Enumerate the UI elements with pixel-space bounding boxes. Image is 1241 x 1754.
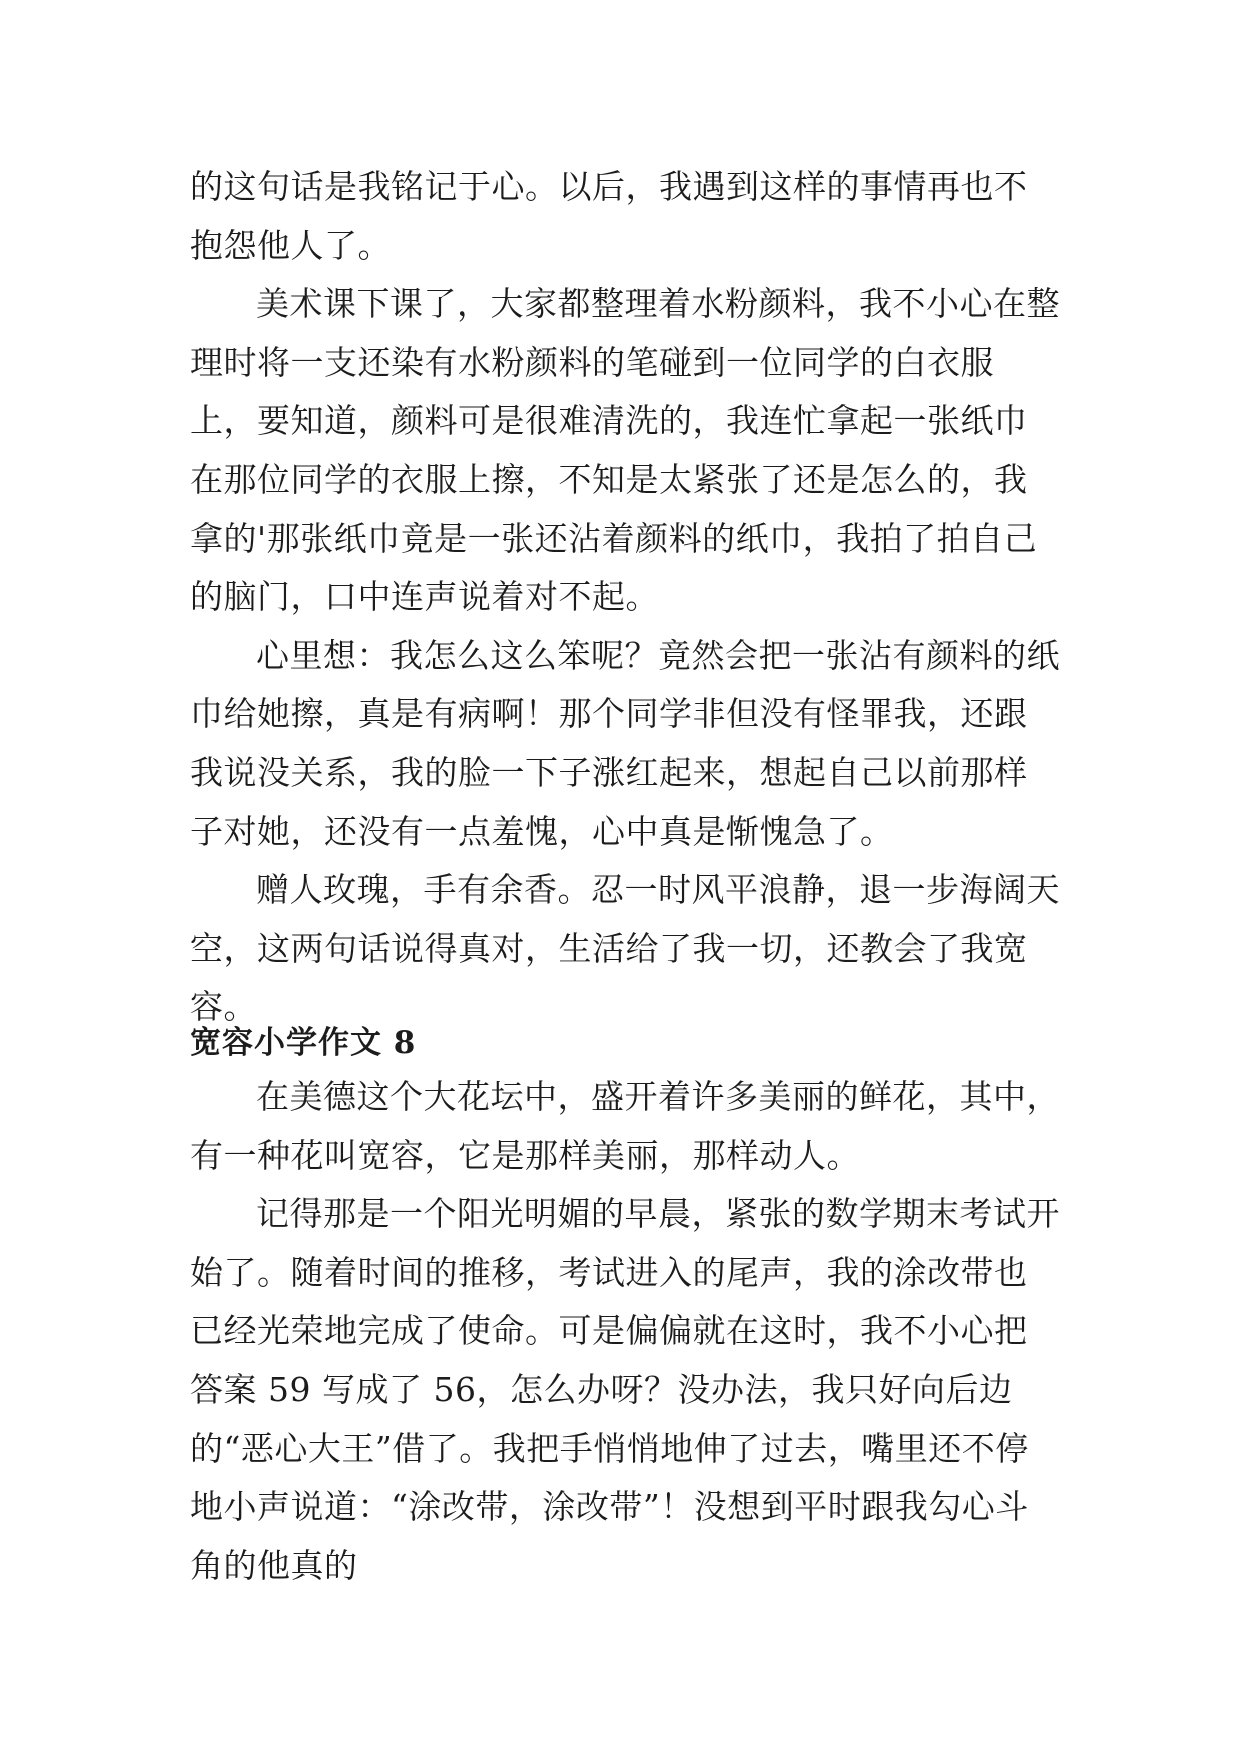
paragraph-continued: 的这句话是我铭记于心。以后，我遇到这样的事情再也不抱怨他人了。 (190, 167, 1028, 265)
paragraph-art-class: 美术课下课了，大家都整理着水粉颜料，我不小心在整理时将一支还染有水粉颜料的笔碰到一位同学的白衣服上，要知道，颜料可是很难清洗的，我连忙拿起一张纸巾在那位同学的衣服上擦，不知是太紧张了还是怎么的，我拿的'那张纸巾竟是一张还沾着颜料的纸巾，我拍了拍自己的脑门，口中连声说着对不起。 (190, 284, 1060, 617)
paragraph-conclusion: 赠人玫瑰，手有余香。忍一时风平浪静，退一步海阔天空，这两句话说得真对，生活给了我一切，还教会了我宽容。 (190, 870, 1060, 1027)
paragraph-intro: 在美德这个大花坛中，盛开着许多美丽的鲜花，其中，有一种花叫宽容，它是那样美丽，那样动人。 (190, 1077, 1060, 1175)
essay-title: 宽容小学作文 8 (190, 1025, 417, 1061)
essay-section-8 (190, 1068, 1060, 1595)
essay-section-continued (190, 158, 1060, 1037)
paragraph-inner-thoughts: 心里想：我怎么这么笨呢？竟然会把一张沾有颜料的纸巾给她擦，真是有病啊！那个同学非但没有怪罪我，还跟我说没关系，我的脸一下子涨红起来，想起自己以前那样子对她，还没有一点羞愧，心中真是惭愧急了。 (190, 635, 1060, 851)
paragraph-exam-story: 记得那是一个阳光明媚的早晨，紧张的数学期末考试开始了。随着时间的推移，考试进入的尾声，我的涂改带也已经光荣地完成了使命。可是偏偏就在这时，我不小心把答案 59 写成了 56，怎么办呀？没办法，我只好向后边的“恶心大王”借了。我把手悄悄地伸了过去，嘴里还不停地小声说道：“涂改带，涂改带”！没想到平时跟我勾心斗角的他真的 (190, 1194, 1060, 1585)
